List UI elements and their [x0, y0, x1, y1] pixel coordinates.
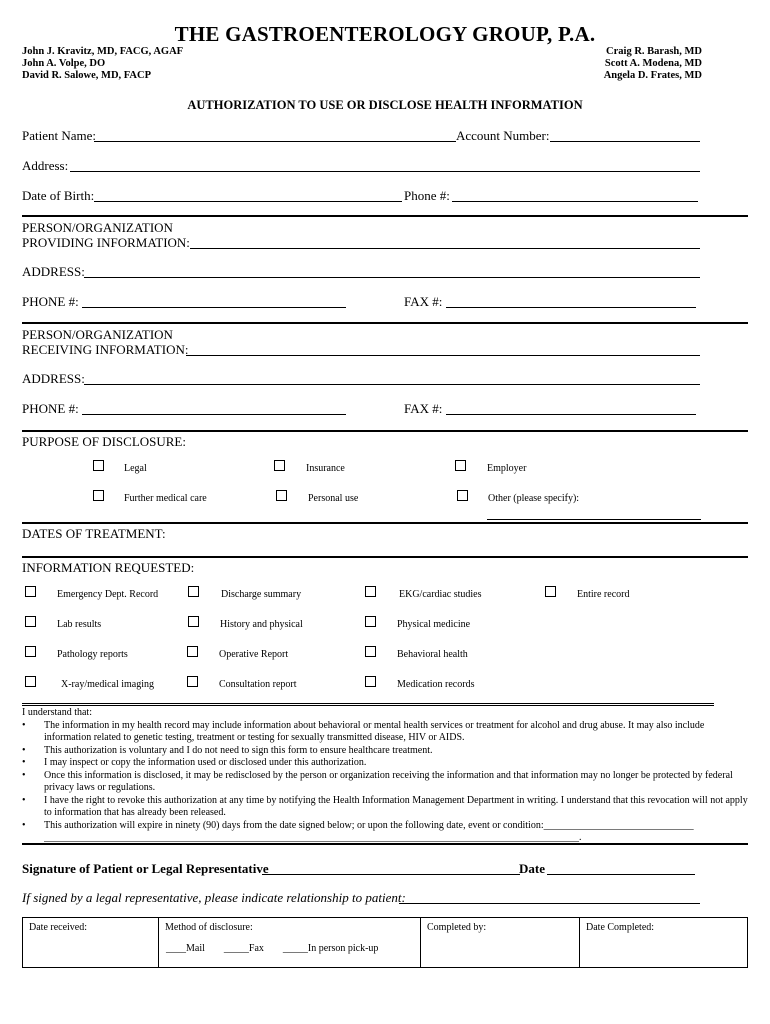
patient-name-field[interactable]: [94, 141, 456, 142]
completed-by-label: Completed by:: [427, 922, 487, 933]
info-xray-checkbox[interactable]: [25, 676, 36, 687]
info-discharge-checkbox[interactable]: [188, 586, 199, 597]
purpose-employer-checkbox[interactable]: [455, 460, 466, 471]
doctor-name: John A. Volpe, DO: [22, 58, 106, 69]
understand-item: • The information in my health record may include information about behavioral or mental health services or treatment for alcohol and drug abuse. It may also include information related to genetic testing, treatment or testing for sexually transmitted disease, HIV or AIDS.: [44, 720, 750, 745]
info-entire-record-checkbox[interactable]: [545, 586, 556, 597]
section-divider: [22, 322, 748, 324]
method-label: Method of disclosure:: [165, 922, 253, 933]
purpose-legal-checkbox[interactable]: [93, 460, 104, 471]
section-divider: [22, 703, 714, 704]
receiving-phone-field[interactable]: [82, 414, 346, 415]
section-divider: [22, 430, 748, 432]
account-number-field[interactable]: [550, 141, 700, 142]
date-received-cell[interactable]: [23, 918, 158, 967]
doctor-name: Angela D. Frates, MD: [603, 70, 702, 81]
dob-label: Date of Birth:: [22, 188, 95, 203]
info-ekg-checkbox[interactable]: [365, 586, 376, 597]
purpose-employer-label: Employer: [487, 463, 527, 474]
providing-phone-field[interactable]: [82, 307, 346, 308]
receiving-phone-label: PHONE #:: [22, 401, 79, 416]
section-divider: [22, 522, 748, 524]
doctors-left: [22, 46, 183, 82]
representative-label: If signed by a legal representative, please indicate relationship to patient:: [22, 890, 406, 905]
doctors-right: [604, 46, 702, 82]
method-fax-option[interactable]: _____Fax: [223, 943, 264, 954]
signature-field[interactable]: [262, 874, 520, 875]
doctor-name: Craig R. Barash, MD: [606, 46, 702, 57]
method-pickup-option[interactable]: _____In person pick-up: [282, 943, 379, 954]
info-physical-medicine-label: Physical medicine: [397, 619, 471, 630]
receiving-heading-2: RECEIVING INFORMATION:: [22, 342, 189, 357]
receiving-fax-label: FAX #:: [404, 401, 443, 416]
purpose-insurance-checkbox[interactable]: [274, 460, 285, 471]
method-cell: [158, 918, 420, 967]
info-xray-label: X-ray/medical imaging: [61, 679, 155, 690]
purpose-other-field[interactable]: [487, 519, 701, 520]
phone-label: Phone #:: [404, 188, 450, 203]
providing-address-label: ADDRESS:: [22, 264, 85, 279]
dob-field[interactable]: [94, 201, 402, 202]
info-entire-record-label: Entire record: [577, 589, 630, 600]
info-discharge-label: Discharge summary: [221, 589, 302, 600]
dates-heading: DATES OF TREATMENT:: [22, 526, 166, 541]
section-divider: [22, 705, 714, 706]
info-er-checkbox[interactable]: [25, 586, 36, 597]
understand-item: [44, 820, 750, 833]
understand-item: • I have the right to revoke this authorization at any time by notifying the Health Information Management Department in writing. I understand that this revocation will not apply to information that has already been released.: [44, 795, 750, 820]
purpose-other-label: Other (please specify):: [488, 493, 580, 504]
address-field[interactable]: [70, 171, 700, 172]
receiving-name-field[interactable]: [186, 355, 700, 356]
info-lab-checkbox[interactable]: [25, 616, 36, 627]
info-consultation-checkbox[interactable]: [187, 676, 198, 687]
address-label: Address:: [22, 158, 69, 173]
purpose-personal-use-checkbox[interactable]: [276, 490, 287, 501]
info-behavioral-label: Behavioral health: [397, 649, 468, 660]
purpose-legal-label: Legal: [124, 463, 147, 474]
form-subtitle: AUTHORIZATION TO USE OR DISCLOSE HEALTH INFORMATION: [187, 98, 583, 112]
info-operative-label: Operative Report: [219, 649, 289, 660]
info-history-checkbox[interactable]: [188, 616, 199, 627]
providing-phone-label: PHONE #:: [22, 294, 79, 309]
receiving-address-field[interactable]: [84, 384, 700, 385]
understand-item-text: This authorization will expire in ninety (90) days from the date signed below; or upon the following date, event or condition:: [44, 819, 544, 831]
info-pathology-checkbox[interactable]: [25, 646, 36, 657]
info-er-label: Emergency Dept. Record: [57, 589, 159, 600]
purpose-insurance-label: Insurance: [306, 463, 345, 474]
understand-list: [22, 720, 750, 833]
date-completed-label: Date Completed:: [586, 922, 655, 933]
signature-label: Signature of Patient or Legal Representative: [22, 861, 269, 876]
date-received-label: Date received:: [29, 922, 88, 933]
expiration-field-continued[interactable]: ___________________________________________________________________________________________________________.: [44, 832, 582, 843]
completed-by-cell[interactable]: [420, 918, 579, 967]
providing-heading-2: PROVIDING INFORMATION:: [22, 235, 190, 250]
patient-name-label: Patient Name:: [22, 128, 97, 143]
section-divider: [22, 556, 748, 558]
understand-item: • Once this information is disclosed, it may be redisclosed by the person or organization receiving the information and that information may no longer be protected by federal privacy laws or regulations.: [44, 770, 750, 795]
account-number-label: Account Number:: [456, 128, 550, 143]
phone-field[interactable]: [452, 201, 698, 202]
form-title: THE GASTROENTEROLOGY GROUP, P.A.: [174, 22, 596, 46]
receiving-address-label: ADDRESS:: [22, 371, 85, 386]
date-completed-cell[interactable]: [579, 918, 747, 967]
understand-intro: I understand that:: [22, 707, 92, 718]
understand-item: • This authorization is voluntary and I do not need to sign this form to ensure healthcare treatment.: [44, 745, 750, 758]
doctor-name: John J. Kravitz, MD, FACG, AGAF: [22, 46, 184, 57]
info-lab-label: Lab results: [57, 619, 102, 630]
representative-relationship-field[interactable]: [399, 903, 700, 904]
section-divider: [22, 843, 748, 845]
receiving-heading-1: PERSON/ORGANIZATION: [22, 327, 173, 342]
understand-block: [22, 707, 750, 845]
providing-fax-label: FAX #:: [404, 294, 443, 309]
info-ekg-label: EKG/cardiac studies: [399, 589, 482, 600]
section-divider: [22, 215, 748, 217]
expiration-field[interactable]: ______________________________: [543, 819, 694, 831]
purpose-further-care-checkbox[interactable]: [93, 490, 104, 501]
purpose-personal-use-label: Personal use: [308, 493, 359, 504]
info-physical-medicine-checkbox[interactable]: [365, 616, 376, 627]
info-pathology-label: Pathology reports: [57, 649, 128, 660]
providing-name-field[interactable]: [190, 248, 700, 249]
signature-date-field[interactable]: [547, 874, 695, 875]
method-mail-option[interactable]: ____Mail: [166, 943, 205, 954]
info-requested-heading: INFORMATION REQUESTED:: [22, 560, 195, 575]
purpose-other-checkbox[interactable]: [457, 490, 468, 501]
purpose-further-care-label: Further medical care: [124, 493, 207, 504]
receiving-fax-field[interactable]: [446, 414, 696, 415]
info-consultation-label: Consultation report: [219, 679, 297, 690]
purpose-heading: PURPOSE OF DISCLOSURE:: [22, 434, 186, 449]
info-medication-label: Medication records: [397, 679, 475, 690]
signature-date-label: Date: [519, 861, 545, 876]
doctor-name: Scott A. Modena, MD: [604, 58, 702, 69]
doctor-name: David R. Salowe, MD, FACP: [22, 70, 152, 81]
info-medication-checkbox[interactable]: [365, 676, 376, 687]
understand-item: • I may inspect or copy the information used or disclosed under this authorization.: [44, 757, 750, 770]
providing-fax-field[interactable]: [446, 307, 696, 308]
providing-address-field[interactable]: [84, 277, 700, 278]
office-use-table: [22, 917, 748, 968]
providing-heading-1: PERSON/ORGANIZATION: [22, 220, 173, 235]
info-behavioral-checkbox[interactable]: [365, 646, 376, 657]
info-history-label: History and physical: [220, 619, 303, 630]
info-operative-checkbox[interactable]: [187, 646, 198, 657]
